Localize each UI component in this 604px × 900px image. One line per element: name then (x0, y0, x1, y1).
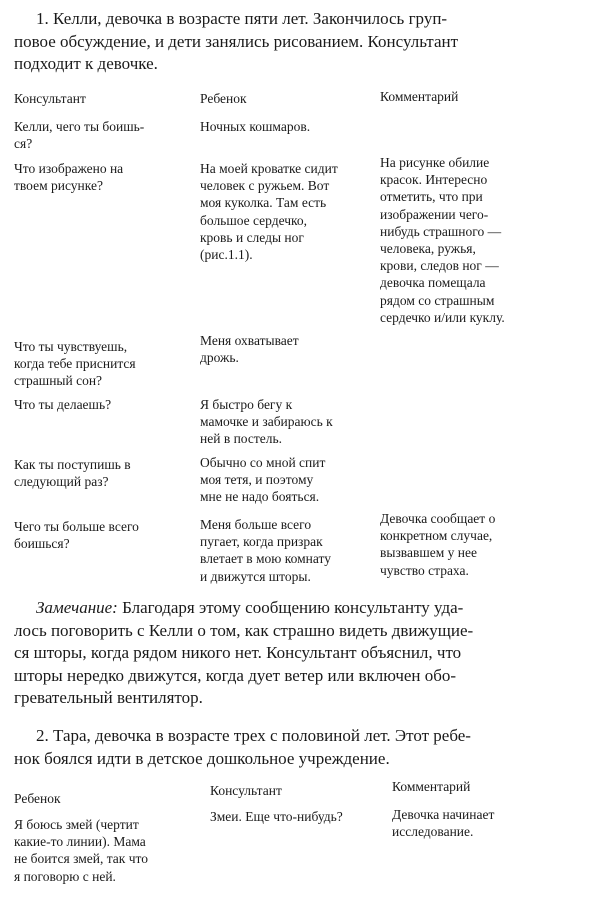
table-row-child: Ночных кошмаров. (200, 119, 311, 134)
table-row-child: Я боюсь змей (чертит какие-то линии). Мама не боится змей, так что я поговорю с ней. (14, 817, 148, 884)
table-row-child: На моей кроватке сидит человек с ружьем. Вот моя куколка. Там есть большое сердечко, кровь и следы ног (рис.1.1). (200, 161, 338, 263)
table-row-consultant: Что ты чувствуешь, когда тебе приснится страшный сон? (14, 339, 136, 389)
table-row-child: Меня больше всего пугает, когда призрак влетает в мою комнату и движутся шторы. (200, 517, 331, 584)
note-label: Замечание: (36, 598, 118, 617)
header-comment: Комментарий (392, 779, 471, 794)
table-row-comment: Девочка начинает исследование. (392, 807, 495, 840)
table-row-consultant: Что изображено на твоем рисунке? (14, 161, 124, 194)
table-row-consultant: Змеи. Еще что-нибудь? (210, 809, 343, 824)
table-row-child: Я быстро бегу к мамочке и забираюсь к ней в постель. (200, 397, 333, 447)
table-row-comment: Девочка сообщает о конкретном случае, вызвавшем у нее чувство страха. (380, 511, 496, 578)
header-consultant: Консультант (210, 783, 282, 798)
table-row-consultant: Как ты поступишь в следующий раз? (14, 457, 131, 490)
note-paragraph (14, 597, 586, 710)
header-child: Ребенок (14, 791, 61, 806)
header-comment: Комментарий (380, 89, 459, 104)
note-text: Благодаря этому сообщению консультанту уда- лось поговорить с Келли о том, как страшно видеть движущие- ся шторы, когда рядом никого нет. Консультант объяснил, что шторы нередко движутся, когда дует ветер или включен обо- гревательный вентилятор. (14, 598, 474, 707)
table-row-consultant: Чего ты больше всего боишься? (14, 519, 139, 552)
header-consultant: Консультант (14, 91, 86, 106)
table-row-consultant: Что ты делаешь? (14, 397, 112, 412)
table-row-child: Меня охватывает дрожь. (200, 333, 299, 366)
table-row-consultant: Келли, чего ты боишь- ся? (14, 119, 145, 152)
table-row-child: Обычно со мной спит моя тетя, и поэтому мне не надо бояться. (200, 455, 326, 505)
section1-intro: 1. Келли, девочка в возрасте пяти лет. Закончилось груп- повое обсуждение, и дети занялись рисованием. Консультант подходит к девочке. (14, 9, 459, 73)
header-child: Ребенок (200, 91, 247, 106)
section2-intro: 2. Тара, девочка в возрасте трех с половиной лет. Этот ребе- нок боялся идти в детское дошкольное учреждение. (14, 726, 471, 768)
table-row-comment: На рисунке обилие красок. Интересно отметить, что при изображении чего- нибудь страшного — человека, ружья, крови, следов ног — девочка помещала рядом со страшным сердечко и/или куклу. (380, 155, 505, 325)
